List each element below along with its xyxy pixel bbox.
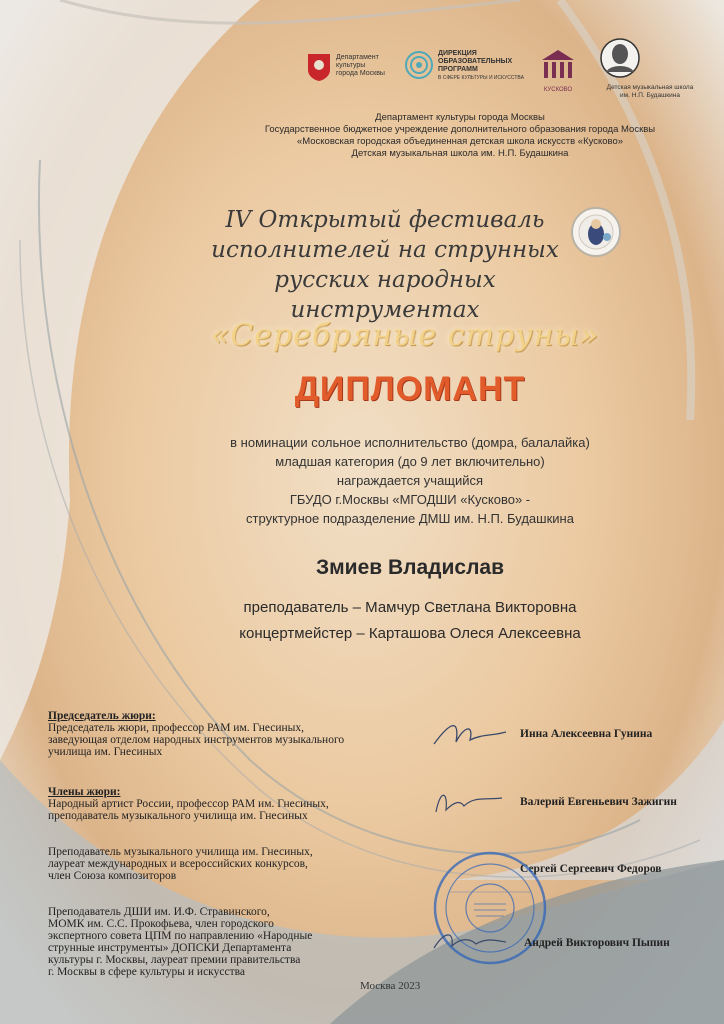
festival-line-1: IV Открытый фестиваль	[225, 207, 545, 233]
moscow-dept-logo	[306, 52, 385, 87]
nomination-block	[170, 433, 650, 528]
jury-member-1-block	[48, 786, 428, 822]
dop-logo-line-2: ОБРАЗОВАТЕЛЬНЫХ	[438, 58, 513, 65]
city-year: Москва 2023	[360, 980, 421, 992]
chair-heading: Председатель жюри:	[48, 710, 156, 722]
member-1-desc-1: Народный артист России, профессор РАМ им. Гнесиных,	[48, 798, 329, 810]
accompanist-line: концертмейстер – Карташова Олеся Алексеевна	[239, 625, 581, 642]
moscow-emblem-icon	[306, 52, 332, 82]
member-1-signature	[430, 782, 510, 822]
member-3-desc-4: струнные инструменты» ДОПСКИ Департамента	[48, 942, 292, 954]
chair-desc-1: Председатель жюри, профессор РАМ им. Гнесиных,	[48, 722, 305, 734]
teacher-line: преподаватель – Мамчур Светлана Викторовна	[243, 599, 577, 616]
member-2-desc-3: член Союза композиторов	[48, 870, 177, 882]
member-1-name: Валерий Евгеньевич Зажигин	[520, 796, 677, 808]
member-2-desc-2: лауреат международных и всероссийских конкурсов,	[48, 858, 308, 870]
dept-logo-line-2: культуры	[336, 62, 366, 69]
teachers-block	[170, 595, 650, 647]
nomination-line-1: в номинации сольное исполнительство (домра, балалайка)	[230, 435, 590, 450]
dept-logo-line-3: города Москвы	[336, 70, 385, 77]
dop-logo	[404, 50, 524, 85]
logos-row	[0, 30, 724, 110]
festival-title	[190, 205, 580, 325]
chair-desc-2: заведующая отделом народных инструментов музыкального	[48, 734, 345, 746]
dms-logo	[600, 36, 694, 99]
kuskovo-logo	[538, 46, 578, 93]
student-name: Змиев Владислав	[315, 556, 505, 579]
jury-chair-block	[48, 710, 408, 758]
festival-line-2: исполнителей на струнных	[211, 237, 559, 263]
budashkin-portrait-icon	[600, 36, 640, 82]
header-line-4: Детская музыкальная школа им. Н.П. Будашкина	[351, 148, 569, 159]
member-3-name: Андрей Викторович Пыпин	[524, 937, 670, 949]
member-3-desc-1: Преподаватель ДШИ им. И.Ф. Стравинского,	[48, 906, 270, 918]
nomination-line-2: младшая категория (до 9 лет включительно)	[275, 454, 545, 469]
nomination-line-5: структурное подразделение ДМШ им. Н.П. Будашкина	[246, 511, 574, 526]
chair-name: Инна Алексеевна Гунина	[520, 728, 653, 740]
header-line-1: Департамент культуры города Москвы	[375, 112, 545, 123]
header-line-3: «Московская городская объединенная детская школа искусств «Кусково»	[296, 136, 624, 147]
members-heading: Члены жюри:	[48, 786, 121, 798]
award-title: ДИПЛОМАНТ	[294, 370, 526, 408]
member-1-desc-2: преподаватель музыкального училища им. Гнесиных	[48, 810, 308, 822]
dms-logo-line-2: им. Н.П. Будашкина	[620, 92, 680, 99]
kuskovo-logo-text: КУСКОВО	[543, 87, 573, 93]
member-3-desc-3: экспертного совета ЦПМ по направлению «Народные	[48, 930, 313, 942]
dop-logo-line-3: ПРОГРАММ	[438, 66, 478, 73]
member-2-name: Сергей Сергеевич Федоров	[520, 863, 662, 875]
member-3-signature	[430, 920, 510, 960]
member-2-desc-1: Преподаватель музыкального училища им. Гнесиных,	[48, 846, 313, 858]
dop-circles-icon	[404, 50, 434, 80]
member-3-desc-6: г. Москвы в сфере культуры и искусства	[48, 966, 245, 978]
festival-name: «Серебряные струны»	[210, 318, 600, 353]
jury-member-3-block	[48, 906, 428, 978]
chair-signature	[430, 712, 510, 752]
festival-line-3: русских народных инструментах	[274, 267, 496, 323]
nomination-line-3: награждается учащийся	[336, 473, 484, 488]
member-3-desc-2: МОМК им. С.С. Прокофьева, член городского	[48, 918, 274, 930]
dop-logo-line-1: ДИРЕКЦИЯ	[438, 50, 477, 57]
dop-logo-line-4: В СФЕРЕ КУЛЬТУРЫ И ИСКУССТВА	[438, 75, 524, 81]
nomination-line-4: ГБУДО г.Москвы «МГОДШИ «Кусково» -	[289, 492, 531, 507]
jury-member-2-block	[48, 846, 428, 882]
header-line-2: Государственное бюджетное учреждение дополнительного образования города Москвы	[264, 124, 656, 135]
member-3-desc-5: культуры г. Москвы, лауреат премии правительства	[48, 954, 301, 966]
kuskovo-building-icon	[538, 46, 578, 82]
dms-logo-line-1: Детская музыкальная школа	[606, 84, 694, 91]
dept-logo-line-1: Департамент	[336, 54, 379, 61]
chair-desc-3: училища им. Гнесиных	[48, 746, 163, 758]
institution-header	[230, 112, 690, 160]
